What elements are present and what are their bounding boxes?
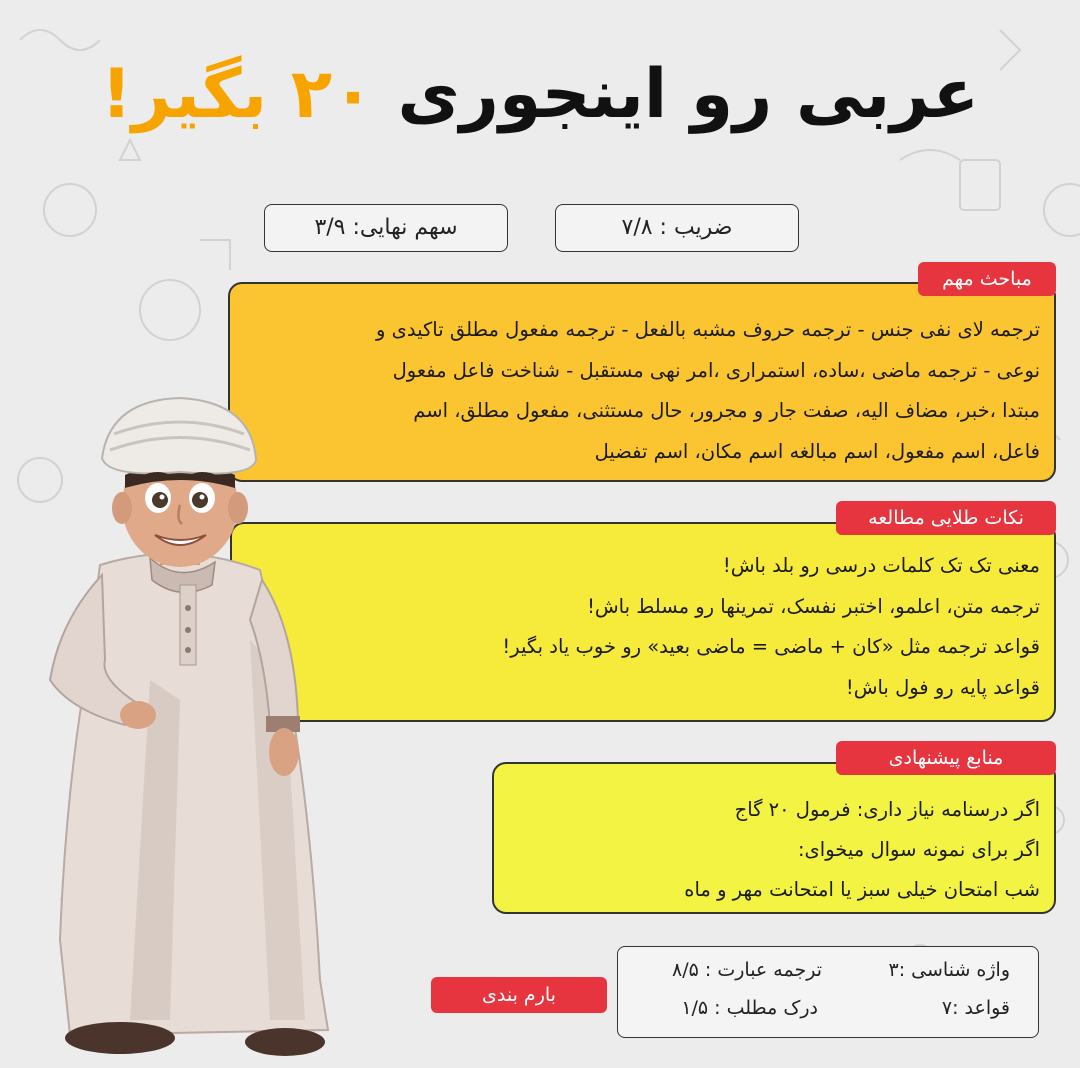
score-vocabulary: واژه شناسی :۳: [888, 959, 1010, 981]
tip-line: معنی تک تک کلمات درسی رو بلد باش!: [722, 554, 1040, 577]
important-topics-tag: مباحث مهم: [918, 262, 1056, 296]
resource-line: اگر درسنامه نیاز داری: فرمول ۲۰ گاج: [734, 798, 1040, 821]
title-black-part: عربی رو اینجوری: [397, 55, 980, 134]
topic-line: ترجمه لای نفی جنس - ترجمه حروف مشبه بالفعل - ترجمه مفعول مطلق تاکیدی و: [375, 318, 1040, 341]
golden-tips-card: [230, 522, 1056, 722]
resources-tag: منابع پیشنهادی: [836, 741, 1056, 775]
important-topics-card: [228, 282, 1056, 482]
title-orange-part: ۲۰ بگیر!: [100, 55, 374, 134]
score-grammar: قواعد :۷: [941, 997, 1010, 1019]
resources-body: [494, 764, 1054, 910]
tip-line: ترجمه متن، اعلمو، اختبر نفسک، تمرینها رو مسلط باش!: [587, 594, 1040, 618]
score-tag: بارم بندی: [431, 977, 607, 1013]
score-translation: ترجمه عبارت : ۸/۵: [672, 959, 822, 981]
score-comprehension: درک مطلب : ۱/۵: [681, 997, 818, 1019]
golden-tips-tag: نکات طلایی مطالعه: [836, 501, 1056, 535]
score-box: [617, 946, 1039, 1038]
golden-tips-body: [232, 524, 1054, 708]
page-title: [60, 40, 1020, 150]
topic-line: فاعل، اسم مفعول، اسم مبالغه اسم مکان، اسم تفضیل: [594, 439, 1040, 463]
coefficient-pill: [555, 204, 799, 252]
tip-line: قواعد ترجمه مثل «کان + ماضی = ماضی بعید» رو خوب یاد بگیر!: [502, 635, 1040, 658]
important-topics-body: [230, 284, 1054, 472]
coefficient-text: ضریب : ۷/۸: [621, 215, 733, 240]
topic-line: مبتدا ،خبر، مضاف الیه، صفت جار و مجرور، حال مستثنی، مفعول مطلق، اسم: [413, 399, 1040, 422]
resource-line: شب امتحان خیلی سبز یا امتحانت مهر و ماه: [684, 878, 1040, 901]
cartoon-student-illustration: [30, 380, 330, 1068]
final-share-text: سهم نهایی: ۳/۹: [314, 215, 458, 240]
topic-line: نوعی - ترجمه ماضی ،ساده، استمراری ،امر نهی مستقبل - شناخت فاعل مفعول: [392, 358, 1040, 382]
final-share-pill: [264, 204, 508, 252]
tip-line: قواعد پایه رو فول باش!: [845, 675, 1040, 699]
resources-card: [492, 762, 1056, 914]
resource-line: اگر برای نمونه سوال میخوای:: [797, 838, 1040, 861]
